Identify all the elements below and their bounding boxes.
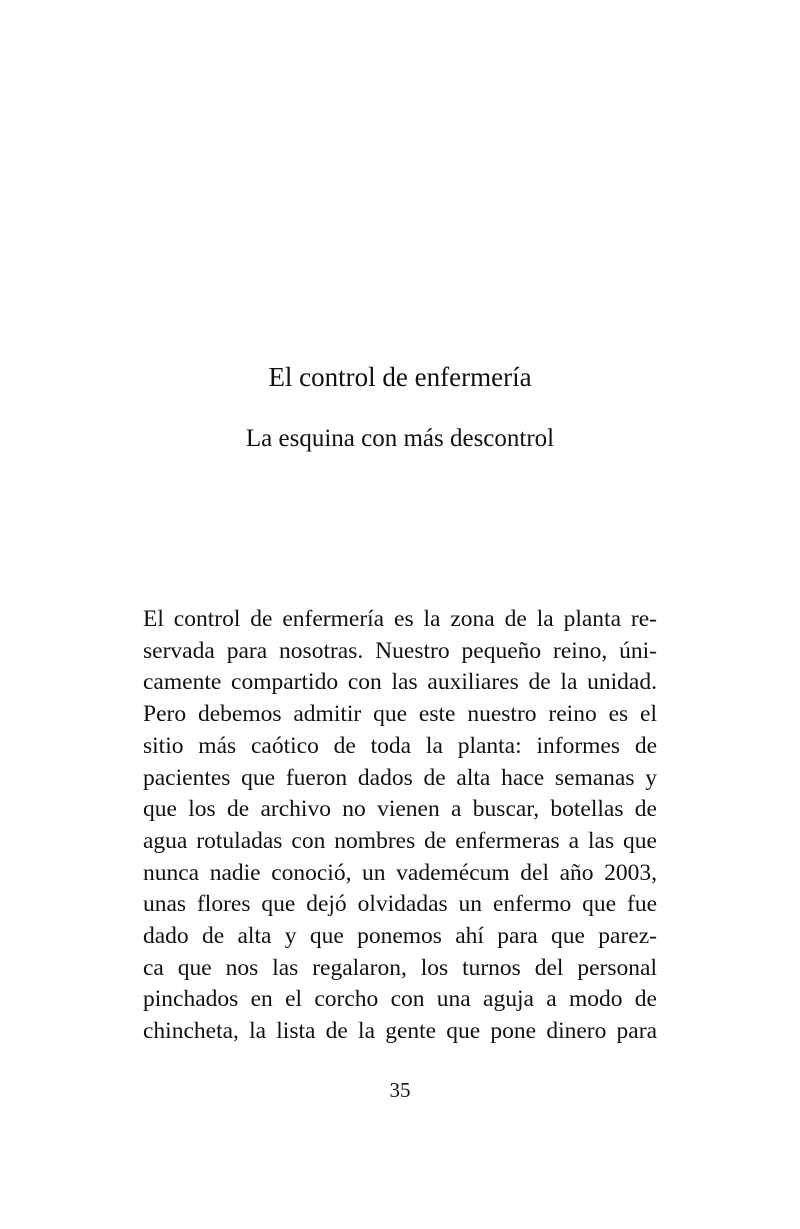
body-line: pinchados en el corcho con una aguja a modo de [143, 986, 657, 1013]
body-line: unas flores que dejó olvidadas un enfermo que fue [143, 891, 657, 918]
body-line: chincheta, la lista de la gente que pone dinero para [143, 1018, 657, 1045]
chapter-subtitle: La esquina con más descontrol [245, 425, 555, 452]
body-line: camente compartido con las auxiliares de la unidad. [143, 669, 657, 696]
body-line: servada para nosotras. Nuestro pequeño reino, úni- [143, 637, 657, 664]
body-line: sitio más caótico de toda la planta: informes de [143, 732, 657, 759]
body-line: agua rotuladas con nombres de enfermeras a las que [143, 827, 657, 854]
body-paragraph [143, 604, 657, 1048]
body-line: pacientes que fueron dados de alta hace semanas y [143, 764, 657, 791]
body-line: Pero debemos admitir que este nuestro reino es el [143, 701, 657, 728]
body-line: El control de enfermería es la zona de la planta re- [143, 606, 657, 632]
body-line: nunca nadie conoció, un vademécum del año 2003, [143, 859, 657, 886]
body-line: ca que nos las regalaron, los turnos del personal [143, 954, 657, 981]
chapter-title: El control de enfermería [268, 362, 532, 392]
body-line: dado de alta y que ponemos ahí para que parez- [143, 923, 657, 950]
page-number: 35 [389, 1078, 411, 1102]
body-line: que los de archivo no vienen a buscar, botellas de [143, 796, 657, 823]
